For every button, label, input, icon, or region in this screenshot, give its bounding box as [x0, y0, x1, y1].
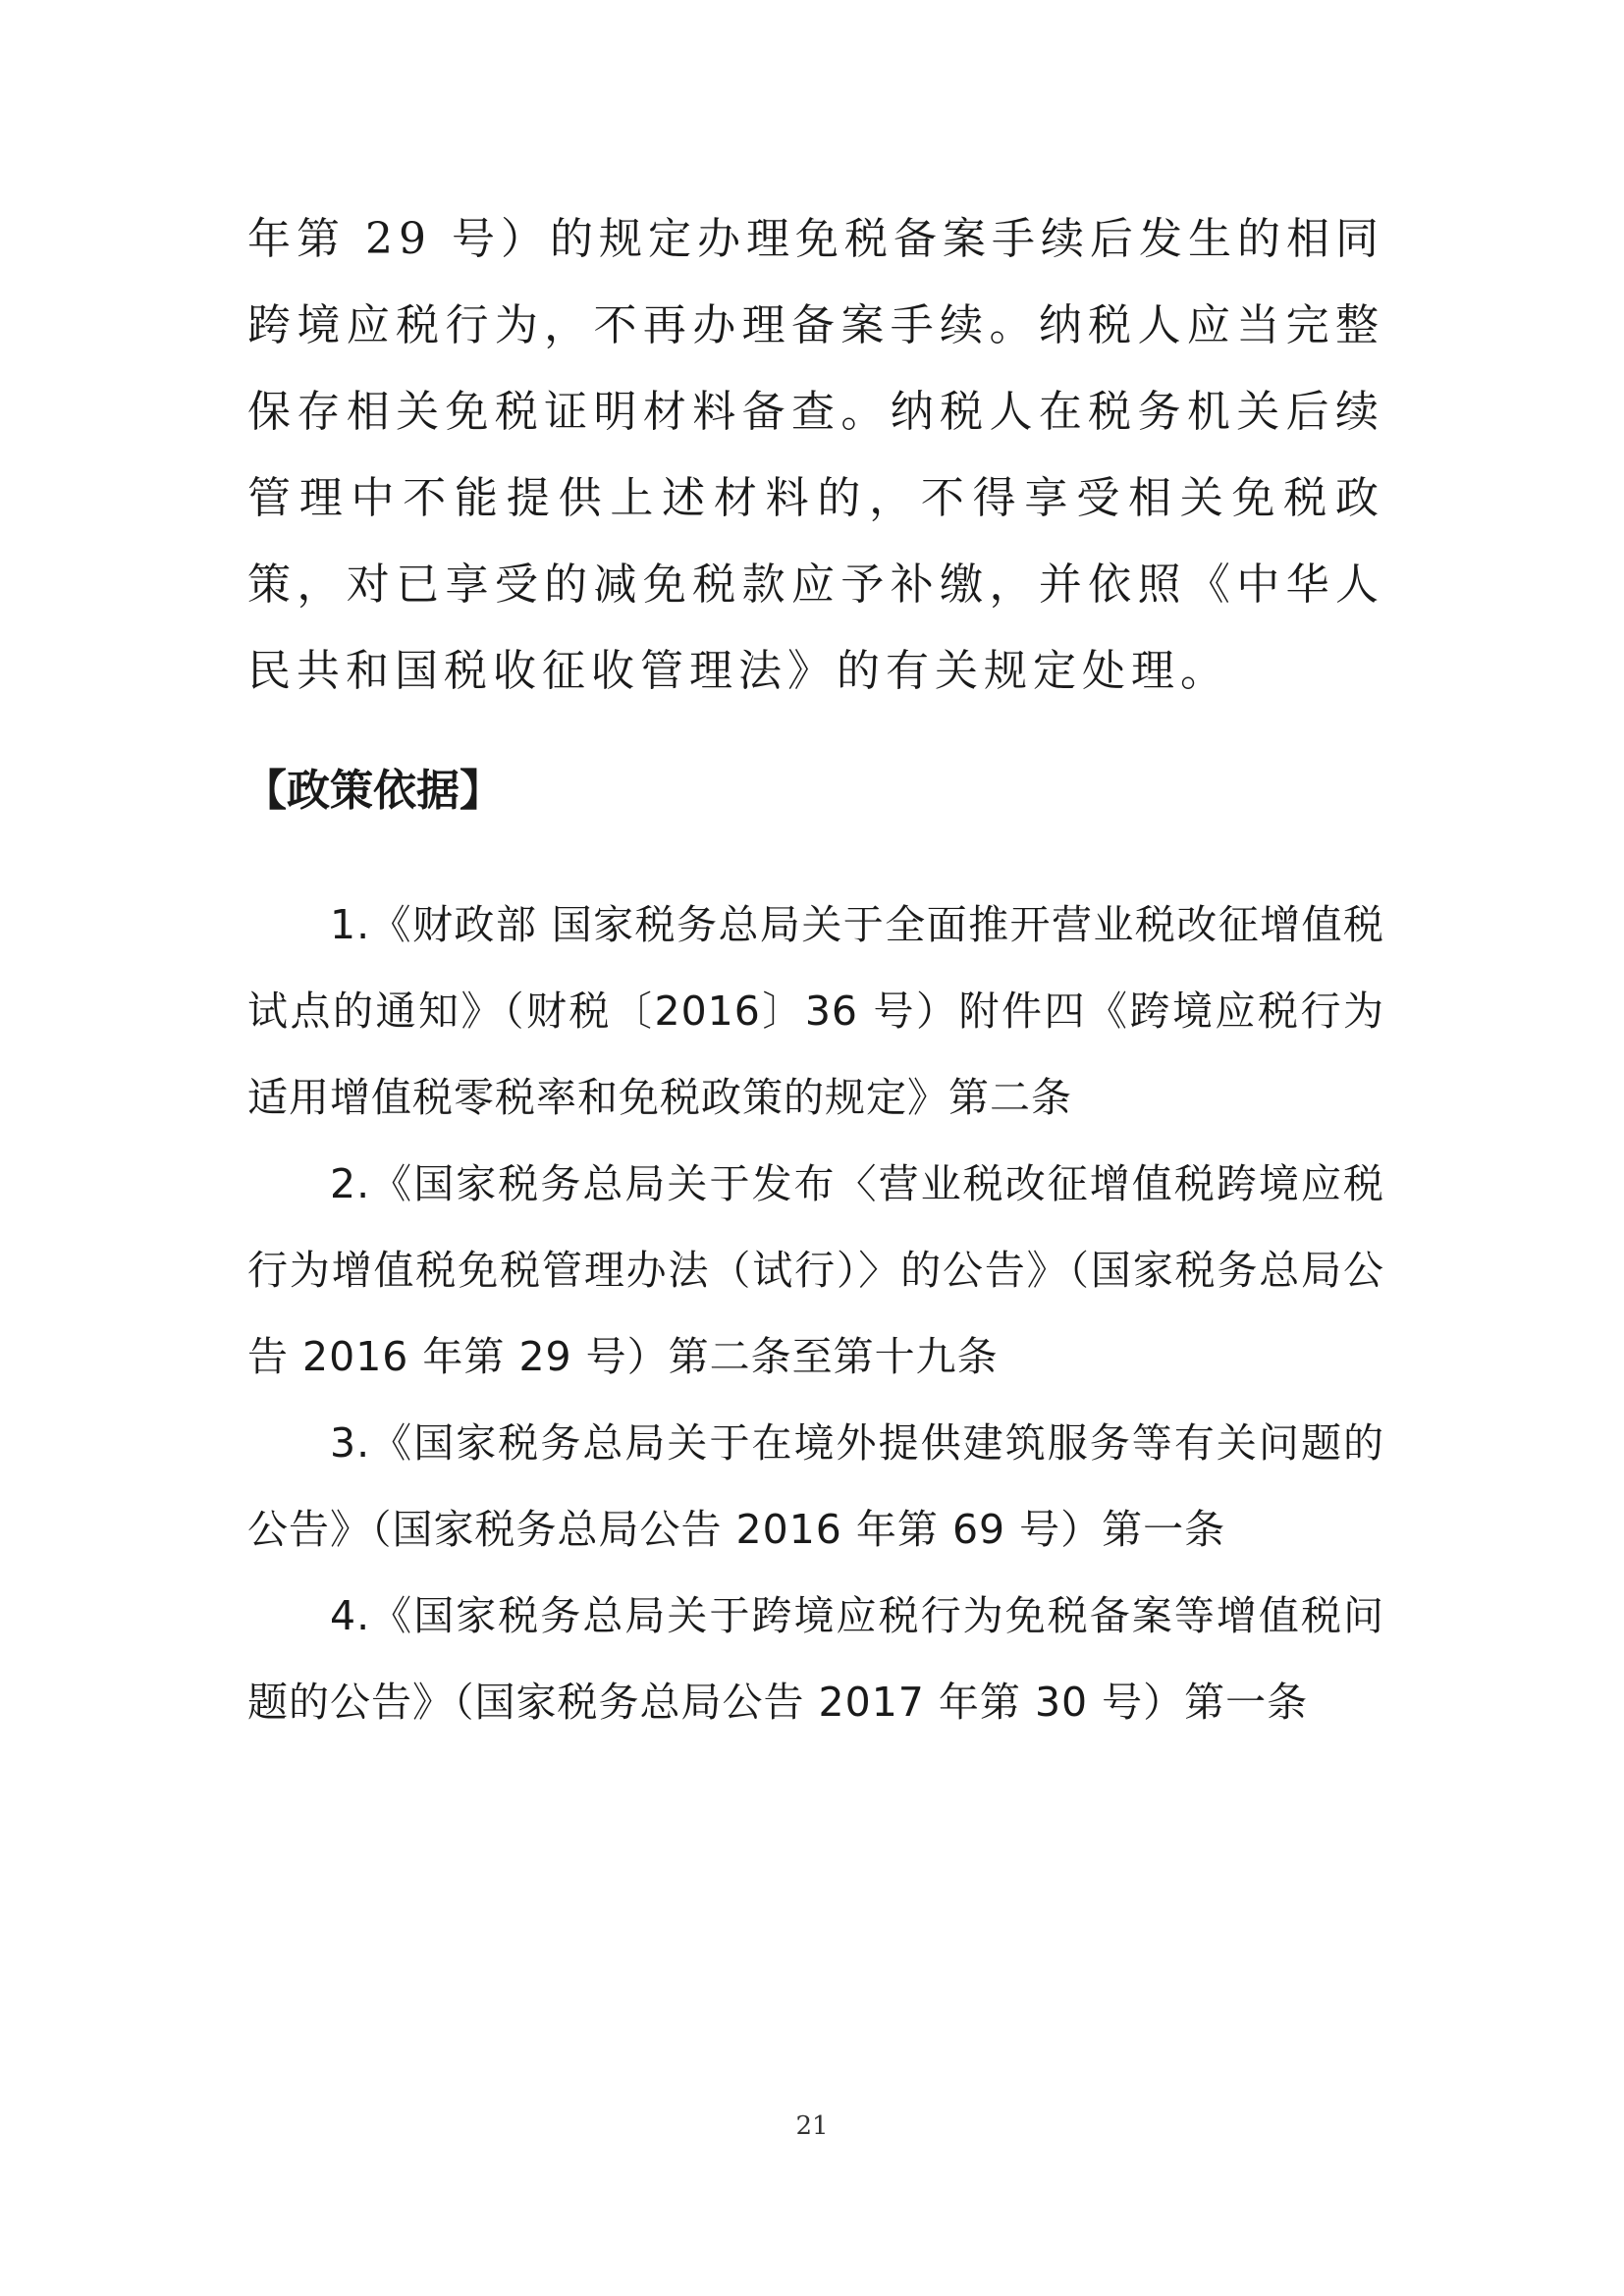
policy-basis-item: 1.《财政部 国家税务总局关于全面推开营业税改征增值税试点的通知》（财税〔2016〕36 号）附件四《跨境应税行为适用增值税零税率和免税政策的规定》第二条 — [247, 901, 1384, 1121]
policy-basis-item: 2.《国家税务总局关于发布〈营业税改征增值税跨境应税行为增值税免税管理办法（试行）〉的公告》（国家税务总局公告 2016 年第 29 号）第二条至第十九条 — [247, 1160, 1384, 1380]
policy-basis-item: 3.《国家税务总局关于在境外提供建筑服务等有关问题的公告》（国家税务总局公告 2016 年第 69 号）第一条 — [247, 1419, 1384, 1553]
page-number: 21 — [795, 2111, 829, 2141]
policy-basis-item: 4.《国家税务总局关于跨境应税行为免税备案等增值税问题的公告》（国家税务总局公告 2017 年第 30 号）第一条 — [247, 1592, 1384, 1726]
policy-basis-heading: 【政策依据】 — [244, 766, 503, 816]
continuation-paragraph: 年第 29 号）的规定办理免税备案手续后发生的相同跨境应税行为，不再办理备案手续。纳税人应当完整保存相关免税证明材料备查。纳税人在税务机关后续管理中不能提供上述材料的，不得享受相关免税政策，对已享受的减免税款应予补缴，并依照《中华人民共和国税收征收管理法》的有关规定处理。 — [247, 214, 1384, 696]
policy-basis-list — [247, 881, 1384, 1745]
